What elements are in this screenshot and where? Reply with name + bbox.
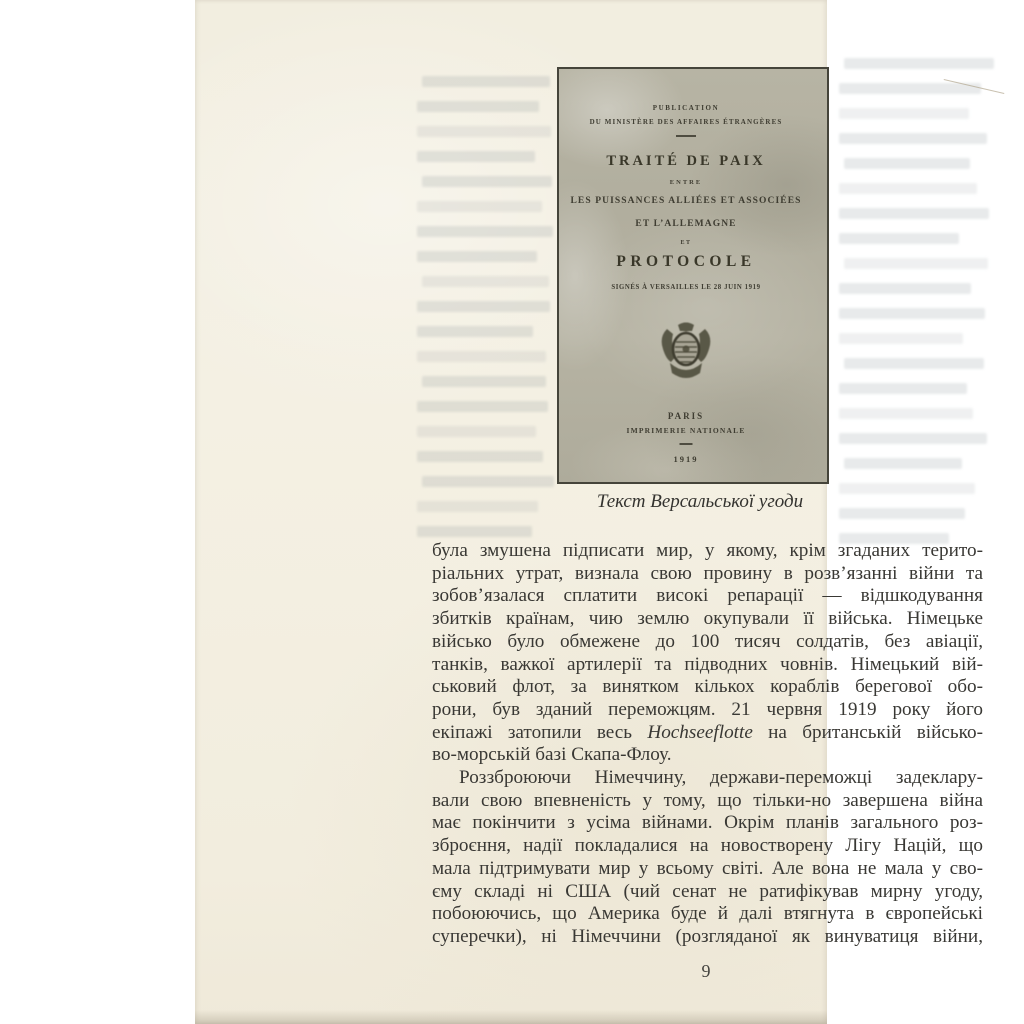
body-line: танків, важкої артилерії та підводних човнів. Німецький вій- <box>432 653 983 675</box>
doc-parties-line1: LES PUISSANCES ALLIÉES ET ASSOCIÉES <box>570 196 802 206</box>
showthrough-text-left <box>417 76 553 551</box>
showthrough-text-right <box>839 58 991 558</box>
book-page <box>195 0 983 1024</box>
body-line: військо було обмежене до 100 тисяч солдатів, без авіації, <box>432 630 983 652</box>
coat-of-arms-icon <box>658 319 714 383</box>
body-line: вали свою впевненість у тому, що тільки-но завершена війна <box>432 789 983 811</box>
doc-parties-line2: ET L’ALLEMAGNE <box>635 219 737 229</box>
figure-caption: Текст Версальської угоди <box>596 491 804 512</box>
body-line: Роззброюючи Німеччину, держави-переможці задеклару- <box>459 767 983 789</box>
body-line: побоюючись, що Америка буде й далі втягнута в європейські <box>432 903 983 925</box>
body-line: ськовий флот, за винятком кількох кораблів берегової обо- <box>432 676 983 698</box>
doc-city: PARIS <box>667 411 705 421</box>
doc-year: 1919 <box>673 454 699 464</box>
body-line: суперечки), ні Німеччини (розгляданої як винуватиця війни, <box>432 925 983 947</box>
body-line: була змушена підписати мир, у якому, крім згаданих терито- <box>432 540 983 561</box>
doc-divider-2 <box>680 443 693 445</box>
body-text <box>432 540 983 949</box>
doc-publication-line1: PUBLICATION <box>652 104 720 112</box>
body-line: має покінчити з усіма війнами. Окрім планів загального роз- <box>432 812 983 834</box>
doc-printer: IMPRIMERIE NATIONALE <box>626 426 746 435</box>
doc-divider <box>676 135 696 137</box>
body-line: зброєння, надії покладалися на новостворену Лігу Націй, що <box>432 835 983 857</box>
treaty-cover-photo <box>557 67 829 484</box>
treaty-cover-content <box>559 69 813 482</box>
body-line: мала підтримувати мир у всьому світі. Але вона не мала у сво- <box>432 857 983 879</box>
body-line: збитків країнам, чию землю окупували її війська. Німецьке <box>432 608 983 630</box>
body-line: рони, був зданий переможцям. 21 червня 1919 року його <box>432 698 983 720</box>
body-line: єму складі ні США (чий сенат не ратифікував мирну угоду, <box>432 880 983 902</box>
doc-title: TRAITÉ DE PAIX <box>606 153 766 169</box>
doc-signed-line: SIGNÉS À VERSAILLES LE 28 JUIN 1919 <box>611 284 761 291</box>
body-line: зобов’язалася сплатити високі репарації — відшкодування <box>432 585 983 607</box>
doc-et: ET <box>680 240 692 246</box>
body-line: ріальних утрат, визнала свою провину в розв’язанні війни та <box>432 562 983 584</box>
page-number: 9 <box>701 961 711 981</box>
doc-publication-line2: DU MINISTÈRE DES AFFAIRES ÉTRANGÈRES <box>589 118 783 126</box>
body-line: екіпажі затопили весь Hochseeflotte на британській військо- <box>432 721 983 743</box>
body-line: во-морській базі Скапа-Флоу. <box>432 744 672 766</box>
doc-protocole: PROTOCOLE <box>616 253 756 270</box>
doc-entre: ENTRE <box>669 179 703 186</box>
